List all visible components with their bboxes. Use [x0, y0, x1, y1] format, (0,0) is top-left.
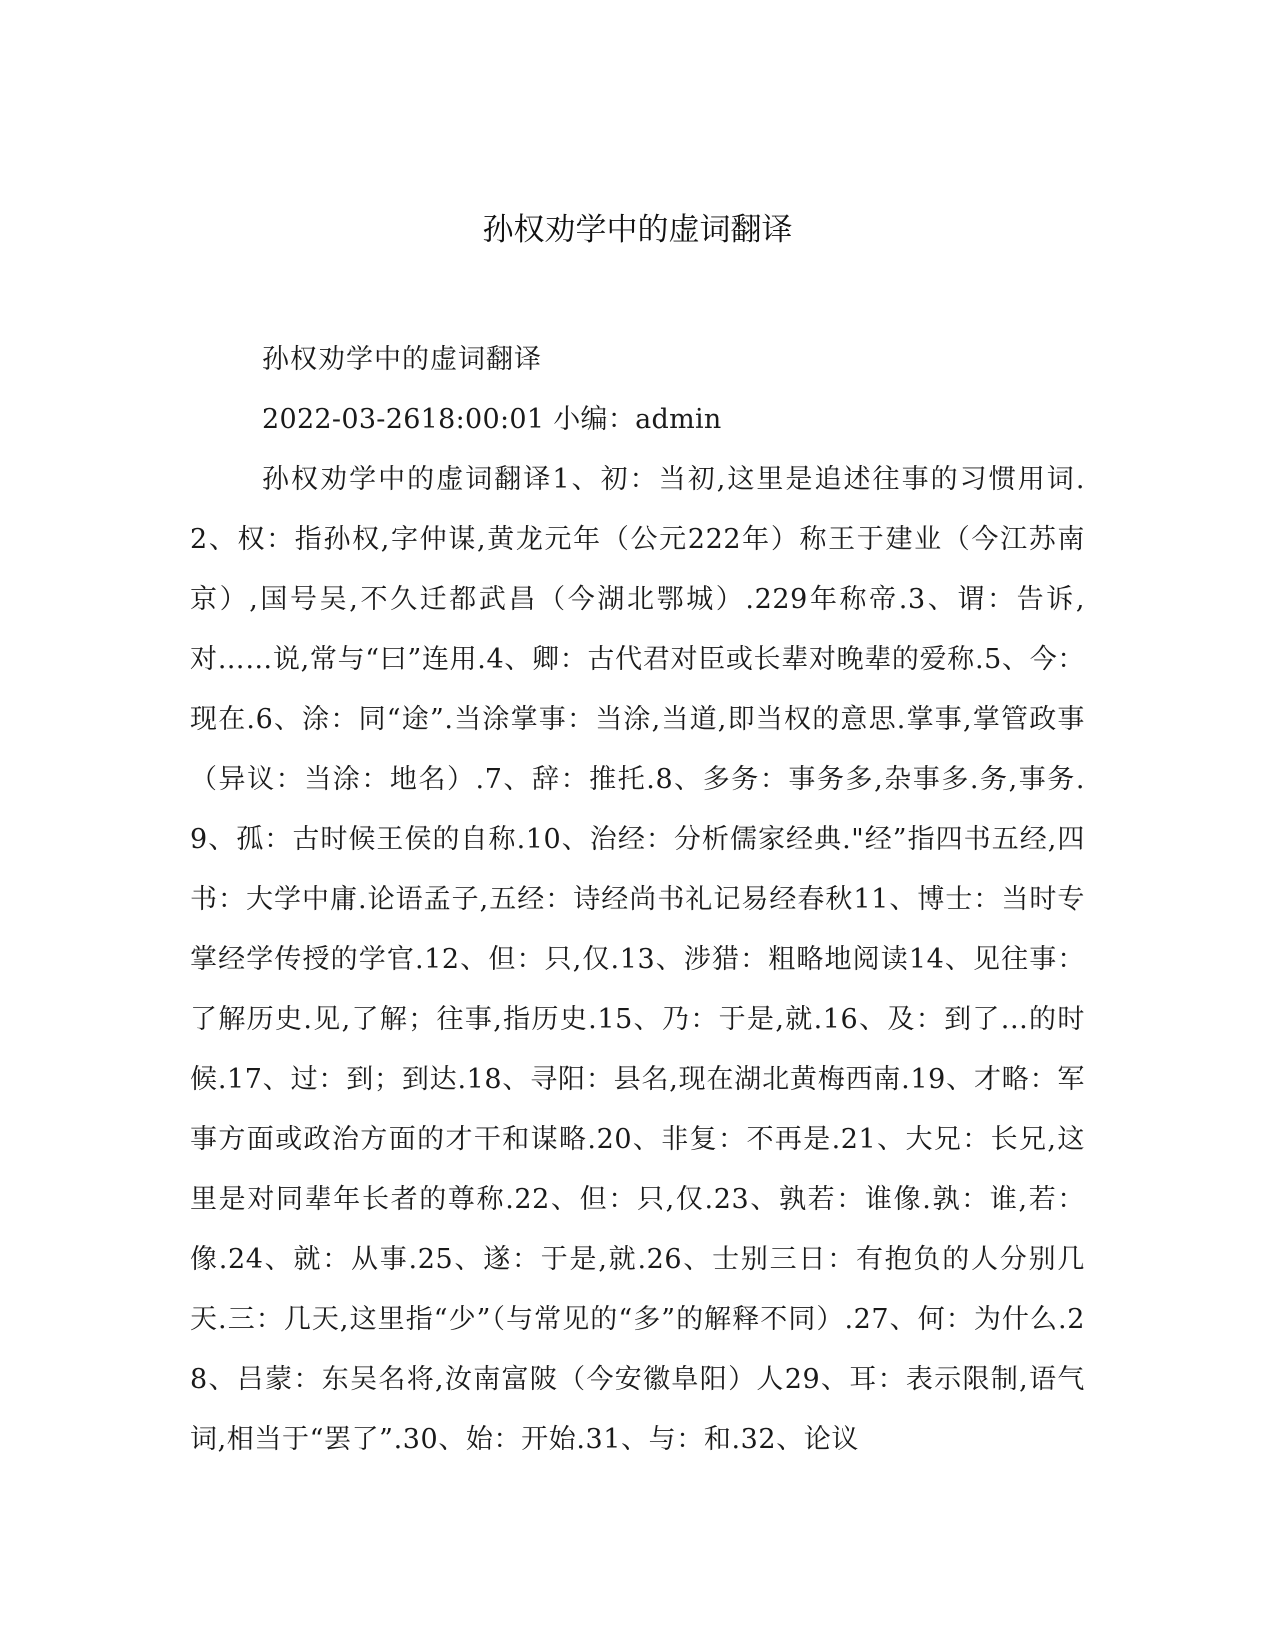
article-meta: 2022-03-2618:00:01 小编：admin	[262, 404, 722, 435]
document-title: 孙权劝学中的虚词翻译	[482, 212, 793, 248]
article-body: 孙权劝学中的虚词翻译1、初：当初,这里是追述往事的习惯用词.2、权：指孙权,字仲谋,黄龙元年（公元222年）称王于建业（今江苏南京）,国号吴,不久迁都武昌（今湖北鄂城）.229年称帝.3、谓：告诉,对……说,常与“曰”连用.4、卿：古代君对臣或长辈对晚辈的爱称.5、今：现在.6、涂：同“途”.当涂掌事：当涂,当道,即当权的意思.掌事,掌管政事（异议：当涂：地名）.7、辞：推托.8、多务：事务多,杂事多.务,事务.9、孤：古时候王侯的自称.10、治经：分析儒家经典."经”指四书五经,四书：大学中庸.论语孟子,五经：诗经尚书礼记易经春秋11、博士：当时专掌经学传授的学官.12、但：只,仅.13、涉猎：粗略地阅读14、见往事：了解历史.见,了解；往事,指历史.15、乃：于是,就.16、及：到了...的时候.17、过：到；到达.18、寻阳：县名,现在湖北黄梅西南.19、才略：军事方面或政治方面的才干和谋略.20、非复：不再是.21、大兄：长兄,这里是对同辈年长者的尊称.22、但：只,仅.23、孰若：谁像.孰：谁,若：像.24、就：从事.25、遂：于是,就.26、士别三日：有抱负的人分别几天.三：几天,这里指“少”（与常见的“多”的解释不同）.27、何：为什么.28、吕蒙：东吴名将,汝南富陂（今安徽阜阳）人29、耳：表示限制,语气词,相当于“罢了”.30、始：开始.31、与：和.32、论议	[190, 464, 1085, 1455]
article-subtitle: 孙权劝学中的虚词翻译	[262, 344, 542, 375]
document-content	[190, 330, 1085, 1470]
